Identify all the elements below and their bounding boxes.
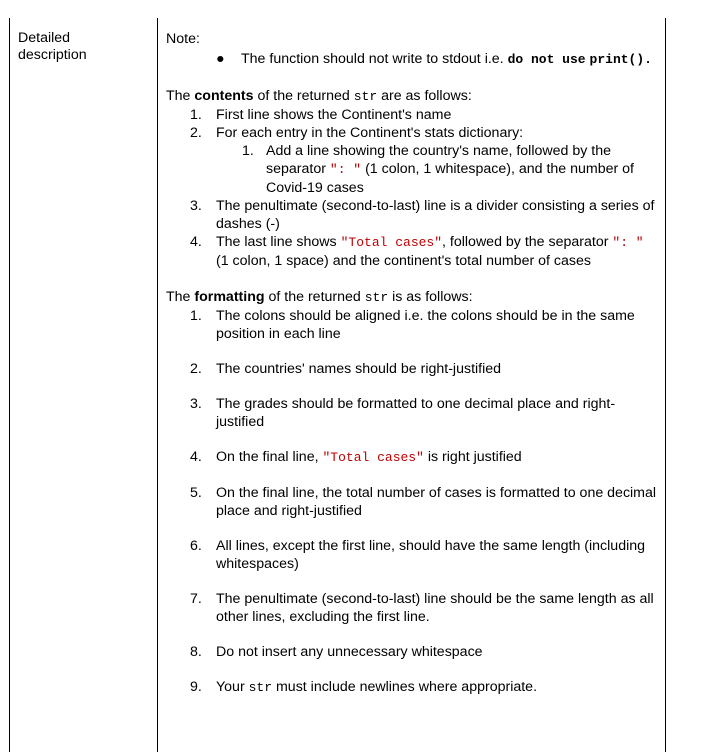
list-item [166,124,658,142]
list-item-text: must include newlines where appropriate. [275,679,538,695]
note-bullet-bold: do not use [507,52,586,67]
formatting-intro-code: str [364,290,389,305]
table-border-middle [157,18,158,752]
list-item-number: 3. [190,198,202,214]
table-border-right [665,18,666,752]
list-item-code: str [248,680,273,695]
list-item-text: The colons should be aligned i.e. the colons should be in the same position in each line [216,308,635,342]
list-item [166,590,658,626]
list-item [166,307,658,343]
contents-intro-pre: The [166,88,191,104]
list-item-text: Your [216,679,245,695]
list-item-code: "Total cases" [322,450,424,465]
list-item-code: "Total cases" [340,235,443,250]
contents-list [166,106,658,142]
list-item [166,106,658,124]
contents-intro-post: are as follows: [381,88,472,104]
list-item-text: The last line shows [216,234,337,250]
list-item-code: ": " [612,235,644,250]
list-item-text: On the final line, [216,449,319,465]
list-item-text: The penultimate (second-to-last) line is a divider consisting a series of dashes (-) [216,198,655,232]
formatting-intro-mid: of the returned [268,289,361,305]
list-item-text: On the final line, the total number of cases is formatted to one decimal place and right-justified [216,485,657,519]
contents-intro-bold: contents [194,88,254,104]
list-item-number: 2. [190,125,202,141]
formatting-list [166,307,658,697]
contents-sublist [166,142,658,197]
bullet-icon: ● [216,51,225,67]
formatting-intro-post: is as follows: [392,289,473,305]
note-bullet-code: print(). [589,52,652,67]
contents-intro [166,87,658,106]
note-bullet-text: The function should not write to stdout i.e. [241,51,504,67]
list-item-text: For each entry in the Continent's stats dictionary: [216,125,524,141]
list-item-code: ": " [329,162,362,177]
list-item-number: 8. [190,644,202,660]
list-item-number: 4. [190,234,202,250]
list-item-number: 1. [190,308,202,324]
list-item-number: 4. [190,449,202,465]
formatting-intro [166,288,658,307]
list-item-text: All lines, except the first line, should have the same length (including whitespaces) [216,538,646,572]
list-item [166,233,658,270]
formatting-intro-bold: formatting [194,289,265,305]
list-item-number: 1. [242,143,254,159]
list-item-text: (1 colon, 1 space) and the continent's total number of cases [216,253,591,269]
list-item-number: 1. [190,107,202,123]
list-item-number: 5. [190,485,202,501]
list-item-text: The grades should be formatted to one decimal place and right-justified [216,396,616,430]
list-item-text: is right justified [427,449,522,465]
list-item-text: Add a line showing the country's name, followed by the separator [266,143,611,177]
list-item [166,395,658,431]
list-item-text: Do not insert any unnecessary whitespace [216,644,483,660]
list-item-text: The countries' names should be right-justified [216,361,502,377]
row-label [18,30,148,64]
formatting-intro-pre: The [166,289,191,305]
list-item [166,142,658,197]
contents-intro-mid: of the returned [257,88,350,104]
list-item-number: 2. [190,361,202,377]
row-label-line2: description [18,47,87,63]
contents-list-cont [166,197,658,270]
description-content [166,30,658,714]
list-item [166,448,658,467]
list-item-text: First line shows the Continent's name [216,107,452,123]
note-title: Note: [166,31,200,47]
list-item-number: 3. [190,396,202,412]
list-item [166,643,658,661]
list-item [166,197,658,233]
list-item [166,678,658,697]
list-item-number: 6. [190,538,202,554]
list-item [166,484,658,520]
contents-intro-code: str [353,89,378,104]
list-item-number: 7. [190,591,202,607]
list-item-text: (1 colon, 1 whitespace), and the number of Covid-19 cases [266,161,634,196]
note-bullet [216,50,658,69]
list-item-number: 9. [190,679,202,695]
table-border-left [9,18,10,752]
list-item [166,537,658,573]
list-item-text: , followed by the separator [442,234,609,250]
list-item [166,360,658,378]
row-label-line1: Detailed [18,30,71,46]
list-item-text: The penultimate (second-to-last) line should be the same length as all other lines, excluding the first line. [216,591,654,625]
